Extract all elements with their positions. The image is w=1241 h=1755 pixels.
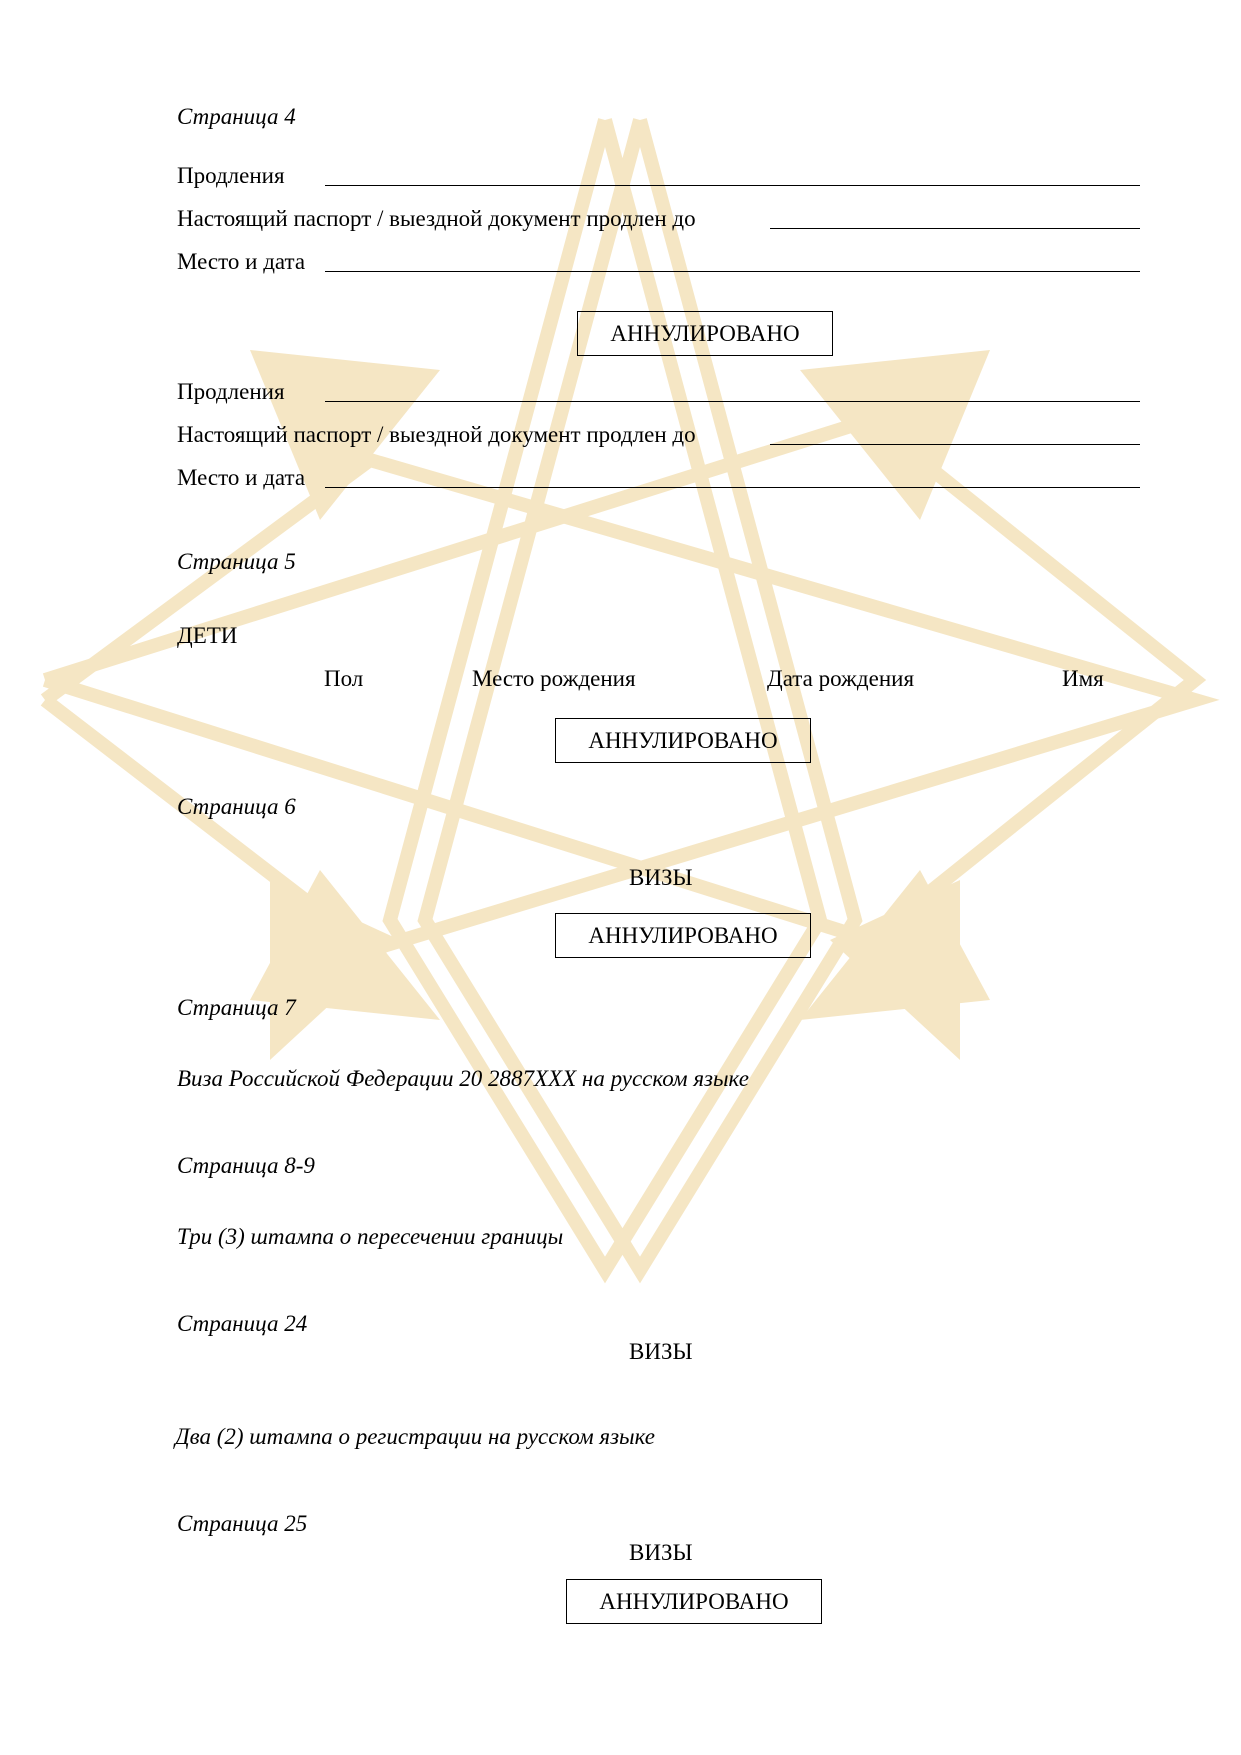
annulled-stamp: АННУЛИРОВАНО [566,1579,822,1624]
column-header-birthdate: Дата рождения [767,666,915,691]
russian-visa-note: Виза Российской Федерации 20 2887XXX на русском языке [177,1066,749,1091]
place-date-label: Место и дата [177,465,306,490]
column-header-sex: Пол [324,666,364,691]
annulled-stamp: АННУЛИРОВАНО [555,718,811,763]
border-stamps-note: Три (3) штампа о пересечении границы [177,1224,564,1249]
place-date-line [325,271,1140,272]
visas-section-title: ВИЗЫ [629,865,693,890]
place-date-label: Место и дата [177,249,306,274]
page5-heading: Страница 5 [177,549,296,574]
registration-stamps-note: Два (2) штампа о регистрации на русском языке [175,1424,656,1449]
page24-heading: Страница 24 [177,1311,308,1336]
extended-until-line [770,228,1140,229]
page7-heading: Страница 7 [177,995,296,1020]
extensions-line [325,185,1140,186]
column-header-name: Имя [1062,666,1104,691]
visas-section-title: ВИЗЫ [629,1339,693,1364]
visas-section-title: ВИЗЫ [629,1540,693,1565]
place-date-line [325,487,1140,488]
extensions-label: Продления [177,379,285,404]
extensions-label: Продления [177,163,285,188]
annulled-stamp: АННУЛИРОВАНО [555,913,811,958]
children-section-title: ДЕТИ [177,623,238,648]
annulled-stamp: АННУЛИРОВАНО [577,311,833,356]
page8-9-heading: Страница 8-9 [177,1153,315,1178]
extended-until-label: Настоящий паспорт / выездной документ продлен до [177,422,696,447]
extensions-line [325,401,1140,402]
column-header-birthplace: Место рождения [472,666,636,691]
page25-heading: Страница 25 [177,1511,308,1536]
page6-heading: Страница 6 [177,794,296,819]
page4-heading: Страница 4 [177,104,296,129]
extended-until-line [770,444,1140,445]
extended-until-label: Настоящий паспорт / выездной документ продлен до [177,206,696,231]
